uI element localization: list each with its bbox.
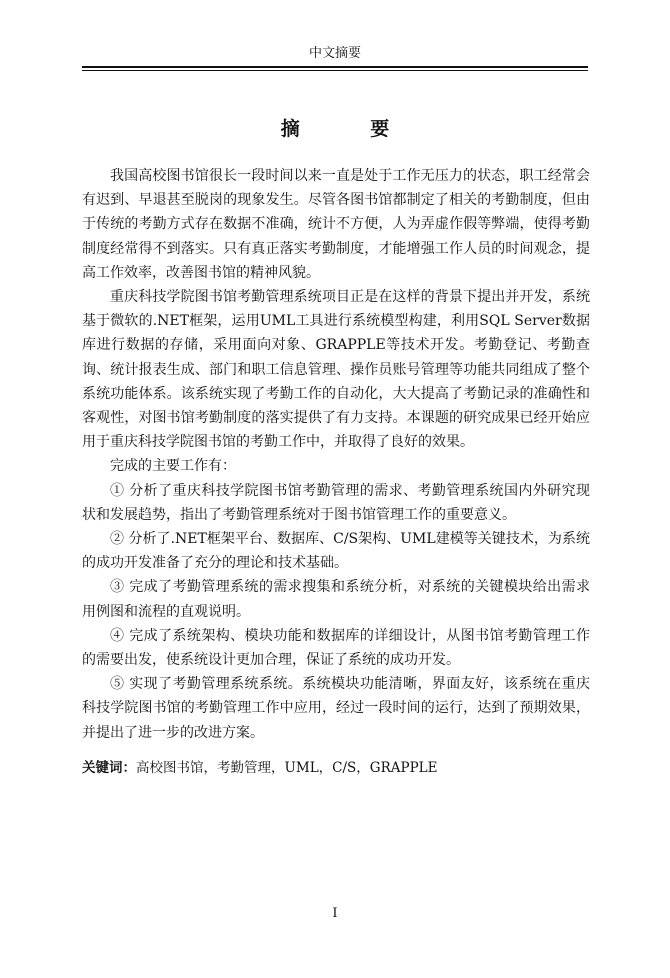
running-header: 中文摘要 [308,46,361,61]
paragraph-main-work-intro: 完成的主要工作有： [110,458,236,475]
header-rule [82,66,588,71]
paragraph-work-item-4: ④ 完成了系统架构、模块功能和数据库的详细设计，从图书馆考勤管理工作的需要出发，使系统设计更加合理，保证了系统的成功开发。 [82,627,590,669]
paragraph-background: 我国高校图书馆很长一段时间以来一直是处于工作无压力的状态，职工经常会有迟到、早退甚至脱岗的现象发生。尽管各图书馆都制定了相关的考勤制度，但由于传统的考勤方式存在数据不准确，统计不方便，人为弄虚作假等弊端，使得考勤制度经常得不到落实。只有真正落实考勤制度，才能增强工作人员的时间观念，提高工作效率，改善图书馆的精神风貌。 [82,168,590,281]
paragraph-work-item-3: ③ 完成了考勤管理系统的需求搜集和系统分析，对系统的关键模块给出需求用例图和流程的直观说明。 [82,579,590,620]
page-number: I [332,906,338,921]
abstract-body [82,164,590,745]
keywords-line [82,758,590,778]
paragraph-system-overview: 重庆科技学院图书馆考勤管理系统项目正是在这样的背景下提出并开发，系统基于微软的.NET框架，运用UML工具进行系统模型构建，利用SQL Server数据库进行数据的存储，采用面向对象、GRAPPLE等技术开发。考勤登记、考勤查询、统计报表生成、部门和职工信息管理、操作员账号管理等功能共同组成了整个系统功能体系。该系统实现了考勤工作的自动化，大大提高了考勤记录的准确性和客观性，对图书馆考勤制度的落实提供了有力支持。本课题的研究成果已经开始应用于重庆科技学院图书馆的考勤工作中，并取得了良好的效果。 [82,289,590,451]
paragraph-work-item-1: ① 分析了重庆科技学院图书馆考勤管理的需求、考勤管理系统国内外研究现状和发展趋势，指出了考勤管理系统对于图书馆管理工作的重要意义。 [82,482,590,523]
keywords-label: 关键词： [82,760,136,776]
paragraph-work-item-2: ② 分析了.NET框架平台、数据库、C/S架构、UML建模等关键技术，为系统的成功开发准备了充分的理论和技术基础。 [82,531,590,572]
page-title: 摘 要 [280,118,422,140]
paragraph-work-item-5: ⑤ 实现了考勤管理系统系统。系统模块功能清晰，界面友好，该系统在重庆科技学院图书馆的考勤管理工作中应用，经过一段时间的运行，达到了预期效果，并提出了进一步的改进方案。 [82,676,590,741]
keywords-value: 高校图书馆，考勤管理，UML，C/S，GRAPPLE [136,760,438,776]
